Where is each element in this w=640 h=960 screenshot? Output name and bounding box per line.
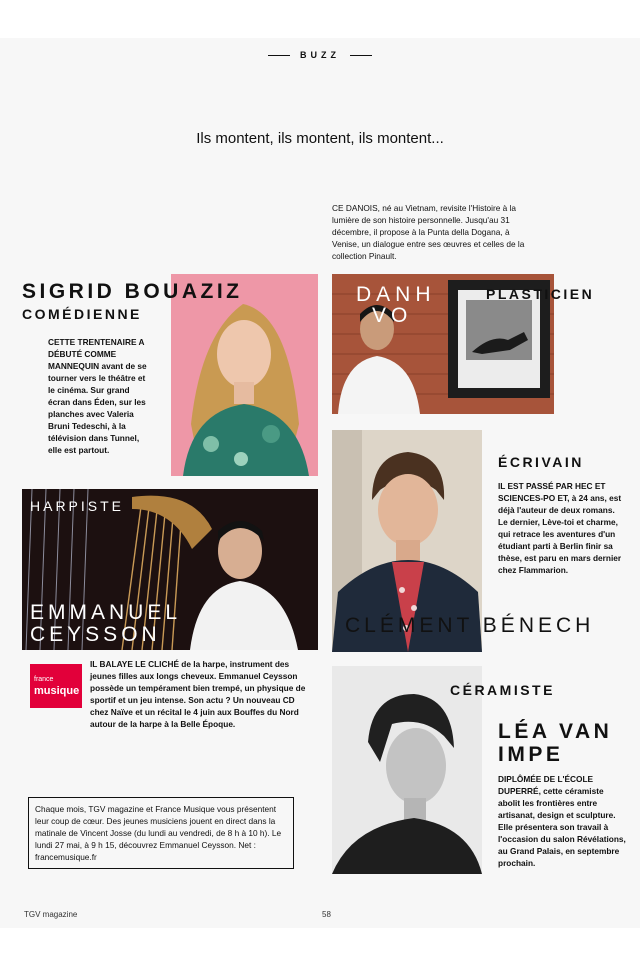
logo-line1: france [34,676,54,683]
danh-role: PLASTICIEN [486,286,595,302]
rubric-label: BUZZ [300,50,340,60]
clement-role: ÉCRIVAIN [498,454,584,470]
clement-name: CLÉMENT BÉNECH [345,614,595,637]
footer-page-number: 58 [322,910,331,919]
sigrid-body: CETTE TRENTENAIRE A DÉBUTÉ COMME MANNEQUIN avant de se tourner vers le théâtre et le cinéma. Sur grand écran dans Éden, sur les planches avec Valeria Bruni Tedeschi, à la télévision dans Tunnel, elle est partout. [48,337,147,455]
section-rubric [0,50,640,60]
rubric-rule-right [350,55,372,56]
rubric-rule-left [268,55,290,56]
page-headline: Ils montent, ils montent, ils montent... [196,130,444,147]
lea-name-line1: LÉA VAN [498,720,613,743]
clement-body: IL EST PASSÉ PAR HEC ET SCIENCES-PO ET, à 24 ans, est déjà l'auteur de deux romans. Le dernier, Lève-toi et charme, qui retrace les aventures d'un étudiant parti à Berlin finir sa thèse, est paru en mars dernier chez Flammarion. [498,481,622,575]
danh-name-line1: DANH [356,283,436,306]
info-box: Chaque mois, TGV magazine et France Musique vous présentent leur coup de cœur. Des jeunes musiciens jouent en direct dans la matinale de Vincent Josse (du lundi au vendredi, de 8 h à 10 h). Le lundi 27 mai, à 9 h 15, découvrez Emmanuel Ceysson. Net : francemusique.fr [28,797,294,869]
emmanuel-name-line2: CEYSSON [30,623,161,646]
france-musique-logo [30,664,82,708]
footer-magazine: TGV magazine [24,910,78,919]
sigrid-photo [171,274,318,476]
danh-intro: CE DANOIS, né au Vietnam, revisite l'Histoire à la lumière de son histoire personnelle. Jusqu'au 31 décembre, il propose à la Punta della Dogana, à Venise, un dialogue entre ses œuvres et celles de la collection Pinault. [332,203,525,261]
emmanuel-name-line1: EMMANUEL [30,601,182,624]
logo-line2: musique [34,685,80,697]
emmanuel-role: HARPISTE [30,498,125,514]
sigrid-name: SIGRID BOUAZIZ [22,280,243,303]
emmanuel-body: IL BALAYE LE CLICHÉ de la harpe, instrument des jeunes filles aux longs cheveux. Emmanuel Ceysson possède un tempérament bien trempé, un physique de sportif et un jeu intense. Son actu ? Un nouveau CD chez Naïve et un récital le 4 juin aux Bouffes du Nord autour de la harpe à la Belle Époque. [90,659,306,729]
lea-role: CÉRAMISTE [450,682,555,698]
sigrid-role: COMÉDIENNE [22,306,142,322]
danh-name-line2: VO [372,304,413,327]
magazine-page [0,38,640,928]
lea-name-line2: IMPE [498,743,564,766]
lea-body: DIPLÔMÉE DE L'ÉCOLE DUPERRÉ, cette céramiste abolit les frontières entre artisanat, design et sculpture. Elle présentera son travail à l'occasion du salon Révélations, au Grand Palais, en septembre prochain. [498,774,626,868]
